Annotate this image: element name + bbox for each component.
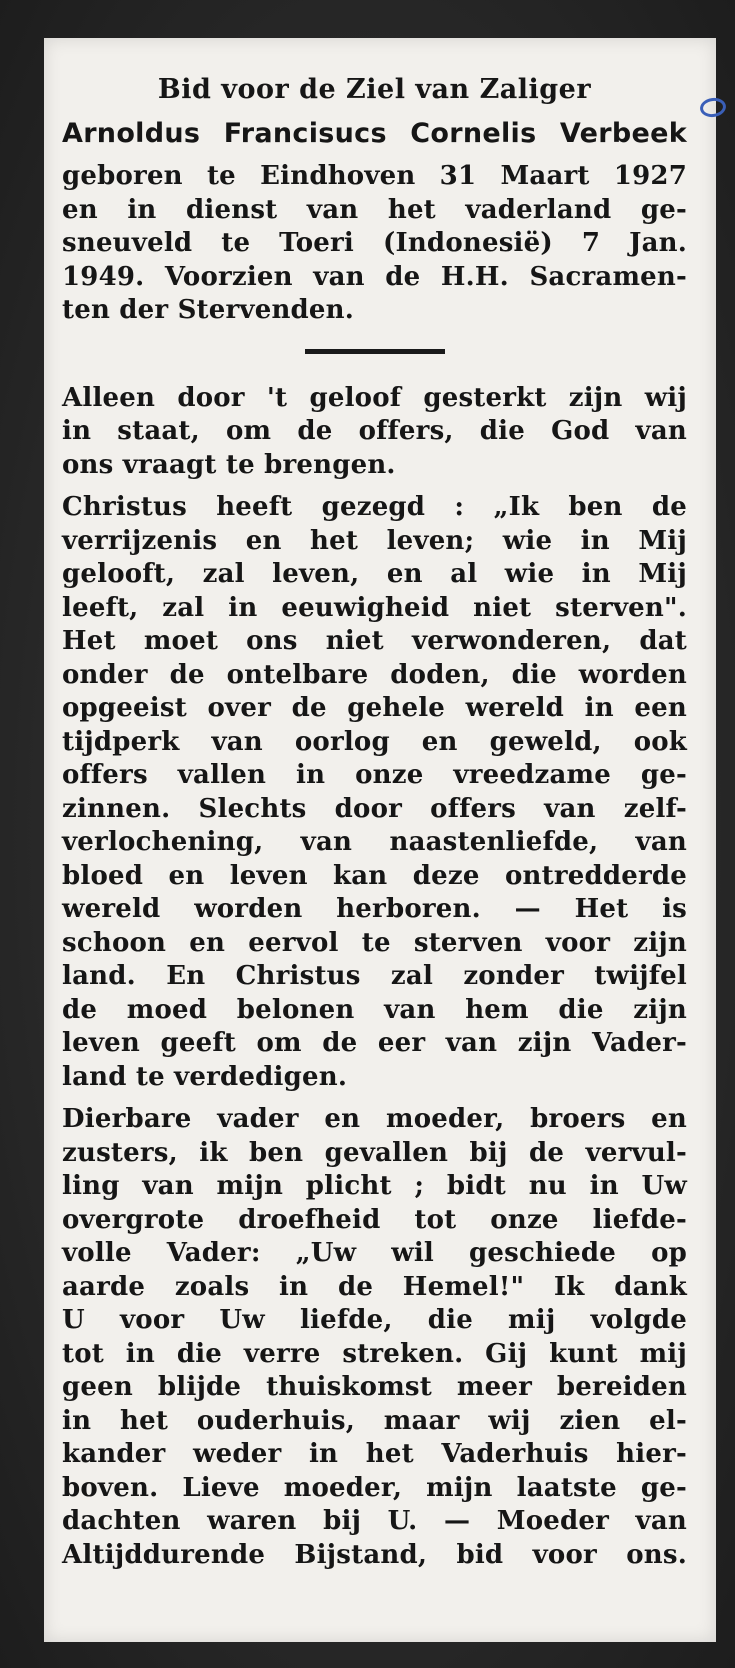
intro-paragraph (62, 160, 687, 328)
text-line: in het ouderhuis, maar wij zien el- (62, 1405, 687, 1436)
text-line: tijdperk van oorlog en geweld, ook (62, 726, 687, 757)
text-line: ten der Stervenden. (62, 295, 355, 325)
text-line: leven geeft om de eer van zijn Vader- (62, 1028, 687, 1058)
farewell-paragraph (62, 1103, 687, 1572)
text-line: U voor Uw liefde, die mij volgde (62, 1305, 687, 1335)
text-line: Christus heeft gezegd : „Ik ben de (62, 492, 687, 522)
text-line: verrijzenis en het leven; wie in Mij (62, 525, 687, 556)
faith-paragraph (62, 382, 687, 483)
text-line: geen blijde thuiskomst meer bereiden (62, 1372, 687, 1402)
text-line: Altijddurende Bijstand, bid voor ons. (62, 1539, 687, 1570)
text-line: 1949. Voorzien van de H.H. Sacramen- (62, 261, 687, 292)
card-text (62, 68, 687, 1581)
text-line: zusters, ik ben gevallen bij de vervul- (62, 1137, 687, 1168)
text-line: overgrote droefheid tot onze liefde- (62, 1204, 687, 1235)
text-line: wereld worden herboren. — Het is (62, 894, 687, 924)
christ-quote-paragraph (62, 491, 687, 1094)
text-line: Dierbare vader en moeder, broers en (62, 1104, 687, 1134)
text-line: volle Vader: „Uw wil geschiede op (62, 1238, 687, 1268)
divider-rule (305, 349, 445, 354)
text-line: schoon en eervol te sterven voor zijn (62, 927, 687, 958)
text-line: gelooft, zal leven, en al wie in Mij (62, 559, 687, 589)
text-line: ling van mijn plicht ; bidt nu in Uw (62, 1171, 687, 1201)
text-line: zinnen. Slechts door offers van zelf- (62, 793, 687, 824)
text-line: boven. Lieve moeder, mijn laatste ge- (62, 1472, 687, 1503)
text-line: verlochening, van naastenliefde, van (62, 827, 687, 857)
text-line: dachten waren bij U. — Moeder van (62, 1506, 687, 1536)
text-line: Alleen door 't geloof gesterkt zijn wij (62, 382, 687, 413)
text-line: de moed belonen van hem die zijn (62, 994, 687, 1025)
deceased-name: Arnoldus Francisucs Cornelis Verbeek (62, 118, 687, 149)
text-line: kander weder in het Vaderhuis hier- (62, 1439, 687, 1469)
text-line: leeft, zal in eeuwigheid niet sterven". (62, 592, 687, 623)
text-line: Het moet ons niet verwonderen, dat (62, 626, 687, 656)
text-line: aarde zoals in de Hemel!" Ik dank (62, 1271, 687, 1302)
text-line: onder de ontelbare doden, die worden (62, 659, 687, 690)
text-line: land. En Christus zal zonder twijfel (62, 961, 687, 991)
text-line: offers vallen in onze vreedzame ge- (62, 760, 687, 790)
card-title: Bid voor de Ziel van Zaliger (157, 74, 592, 105)
text-line: land te verdedigen. (62, 1061, 348, 1092)
text-line: geboren te Eindhoven 31 Maart 1927 (62, 161, 687, 191)
text-line: in staat, om de offers, die God van (62, 416, 687, 446)
text-line: en in dienst van het vaderland ge- (62, 194, 687, 225)
text-line: sneuveld te Toeri (Indonesië) 7 Jan. (62, 228, 687, 258)
text-line: bloed en leven kan deze ontredderde (62, 860, 687, 891)
text-line: opgeeist over de gehele wereld in een (62, 693, 687, 723)
text-line: tot in die verre streken. Gij kunt mij (62, 1338, 687, 1369)
text-line: ons vraagt te brengen. (62, 449, 396, 480)
